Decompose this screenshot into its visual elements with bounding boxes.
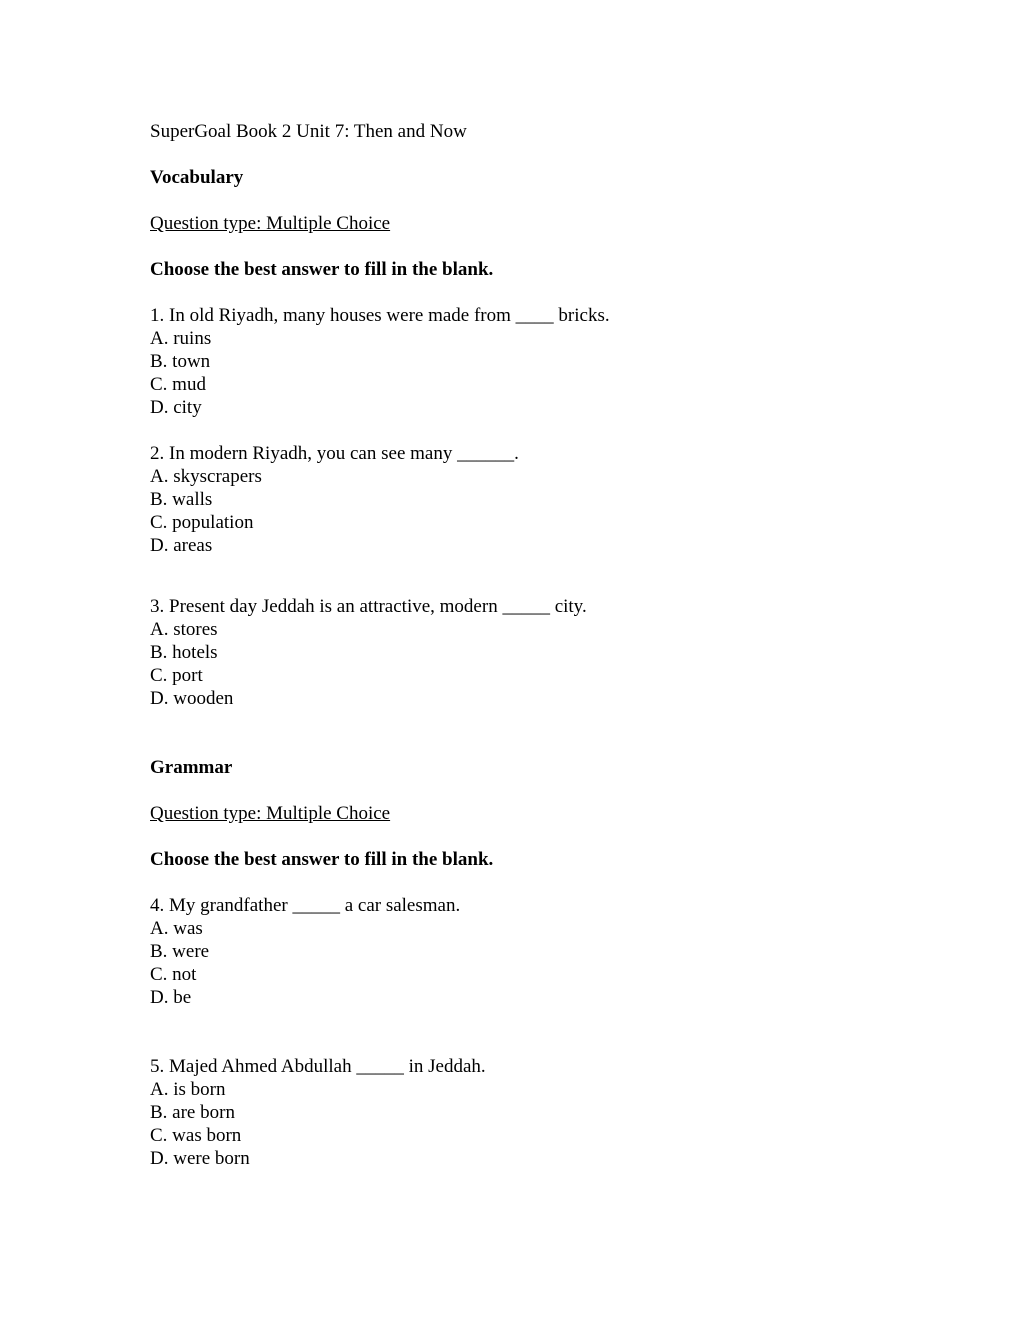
question-block: [150, 442, 950, 557]
question-text: 4. My grandfather _____ a car salesman.: [150, 895, 461, 916]
answer-option: D. were born: [150, 1148, 250, 1169]
answer-option: B. walls: [150, 489, 213, 510]
answer-option: B. were: [150, 941, 210, 962]
section-heading-vocabulary: Vocabulary: [150, 167, 244, 188]
answer-option: C. population: [150, 512, 254, 533]
answer-option: B. hotels: [150, 642, 218, 663]
answer-option: D. be: [150, 987, 192, 1008]
answer-option: A. ruins: [150, 328, 212, 349]
instruction-text: Choose the best answer to fill in the blank.: [150, 259, 494, 280]
document-title: SuperGoal Book 2 Unit 7: Then and Now: [150, 121, 467, 142]
answer-option: B. town: [150, 351, 211, 372]
answer-option: C. not: [150, 964, 197, 985]
answer-option: A. is born: [150, 1079, 226, 1100]
answer-option: B. are born: [150, 1102, 235, 1123]
answer-option: D. wooden: [150, 688, 234, 709]
answer-option: A. stores: [150, 619, 218, 640]
question-block: [150, 304, 950, 419]
question-type-label: Question type: Multiple Choice: [150, 213, 391, 234]
question-type-label: Question type: Multiple Choice: [150, 803, 391, 824]
answer-option: C. was born: [150, 1125, 242, 1146]
answer-option: C. port: [150, 665, 203, 686]
answer-option: C. mud: [150, 374, 206, 395]
question-text: 3. Present day Jeddah is an attractive, modern _____ city.: [150, 596, 587, 617]
answer-option: A. was: [150, 918, 203, 939]
question-text: 5. Majed Ahmed Abdullah _____ in Jeddah.: [150, 1056, 486, 1077]
worksheet-page: [150, 120, 950, 1170]
answer-option: D. areas: [150, 535, 213, 556]
answer-option: A. skyscrapers: [150, 466, 262, 487]
question-block: [150, 595, 950, 710]
question-text: 1. In old Riyadh, many houses were made from ____ bricks.: [150, 305, 610, 326]
answer-option: D. city: [150, 397, 202, 418]
question-block: [150, 1055, 950, 1170]
section-heading-grammar: Grammar: [150, 757, 233, 778]
question-block: [150, 894, 950, 1009]
instruction-text: Choose the best answer to fill in the blank.: [150, 849, 494, 870]
question-text: 2. In modern Riyadh, you can see many ______.: [150, 443, 519, 464]
